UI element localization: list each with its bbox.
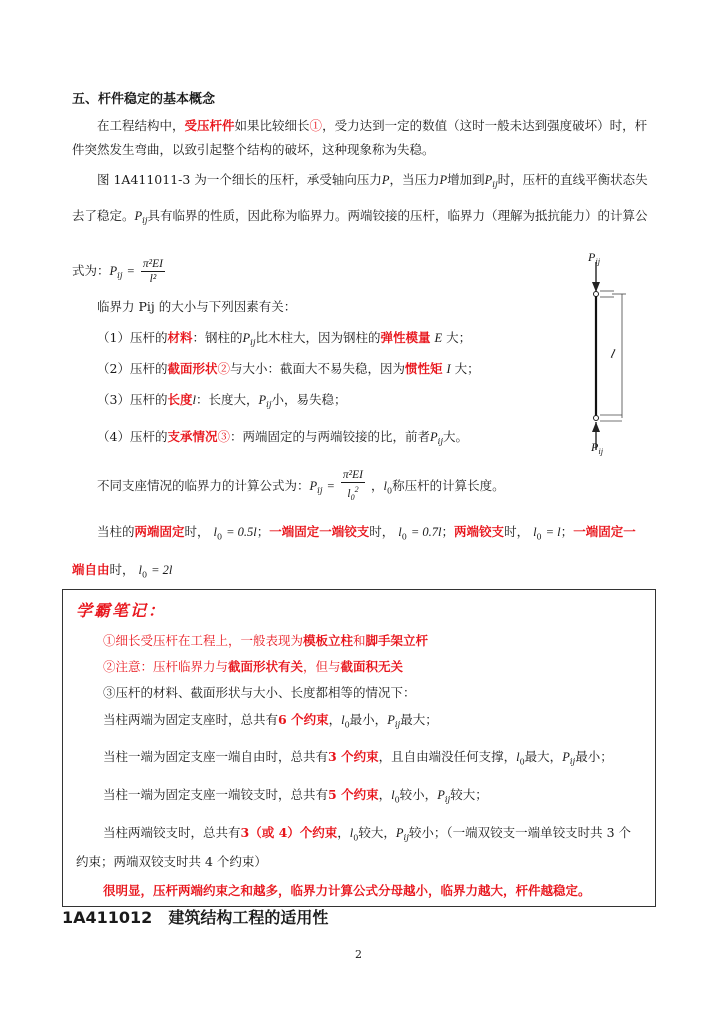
top-force-label: $P_{ij}$ xyxy=(588,250,601,266)
top-pin xyxy=(594,292,599,297)
bottom-force-label: $P_{ij}$ xyxy=(591,440,604,456)
para2-line1: 图 1A411011-3 为一个细长的压杆，承受轴向压力P，当压力P增加到$P_{ij}$时，压杆的直线平衡状态失 xyxy=(97,172,648,190)
note-row-2: 当柱一端为固定支座一端自由时，总共有3 个约束，且自由端没任何支撑，$l_0$最大，$P_{ij}$最小； xyxy=(103,749,613,767)
bottom-pin xyxy=(594,416,599,421)
cases-line1: 当柱的两端固定时， $l_0 = 0.5l$；一端固定一端铰支时， $l_0 = 0.7l$；两端铰支时， $l_0 = l$；一端固定一 xyxy=(97,524,636,542)
cases-line2: 端自由时， $l_0 = 2l$ xyxy=(72,562,173,580)
note-row-1: 当柱两端为固定支座时，总共有6 个约束，$l_0$最小，$P_{ij}$最大； xyxy=(103,712,438,730)
factors-intro: 临界力 Pij 的大小与下列因素有关： xyxy=(97,299,297,314)
notes-title: 学霸笔记： xyxy=(76,601,167,620)
para1-line2: 件突然发生弯曲，以致引起整个结构的破坏，这种现象称为失稳。 xyxy=(72,142,435,157)
factor-3: （3）压杆的长度l：长度大，$P_{ij}$小，易失稳； xyxy=(97,392,347,410)
top-force-arrowhead xyxy=(592,282,600,292)
factor-2: （2）压杆的截面形状②与大小：截面大不易失稳，因为惯性矩 I 大； xyxy=(97,361,480,376)
section-title: 五、杆件稳定的基本概念 xyxy=(72,92,216,107)
note-1: ①细长受压杆在工程上，一般表现为模板立柱和脚手架立杆 xyxy=(103,633,429,648)
page-number: 2 xyxy=(355,948,362,961)
notes-conclusion: 很明显，压杆两端约束之和越多，临界力计算公式分母越小，临界力越大，杆件越稳定。 xyxy=(103,883,591,898)
note-row-4: 当柱两端铰支时，总共有3（或 4）个约束，$l_0$较大，$P_{ij}$较小；（一端双铰支一端单铰支时共 3 个 xyxy=(103,825,632,843)
section-heading-1A411012: 1A411012 建筑结构工程的适用性 xyxy=(62,908,329,927)
bottom-force-arrowhead xyxy=(592,422,600,432)
para1-line1: 在工程结构中，受压杆件如果比较细长①，受力达到一定的数值（这时一般未达到强度破坏）时，杆 xyxy=(97,118,648,133)
length-label: l xyxy=(609,345,617,362)
note-3: ③压杆的材料、截面形状与大小、长度都相等的情况下： xyxy=(103,685,416,700)
note-row-3: 当柱一端为固定支座一端铰支时，总共有5 个约束，$l_0$较小，$P_{ij}$较大； xyxy=(103,787,488,805)
factor-1: （1）压杆的材料：钢柱的$P_{ij}$比木柱大，因为钢柱的弹性模量 E 大； xyxy=(97,330,472,348)
formula-general: 不同支座情况的临界力的计算公式为：$P_{ij}$ = $\frac{\text{π²EI}}{l_0^2}$ ，$l_0$称压杆的计算长度。 xyxy=(97,468,505,503)
factor-4: （4）压杆的支承情况③：两端固定的与两端铰接的比，前者$P_{ij}$大。 xyxy=(97,429,469,447)
note-2: ②注意：压杆临界力与截面形状有关，但与截面积无关 xyxy=(103,659,404,674)
formula-basic: 式为：$P_{ij}$ = $\frac{\text{π²EI}}{\text{l²}}$ xyxy=(72,258,163,285)
para2-line2: 去了稳定。$P_{ij}$具有临界的性质，因此称为临界力。两端铰接的压杆，临界力（理解为抵抗能力）的计算公 xyxy=(72,208,648,226)
formula-fraction: $\frac{\text{π²EI}}{\text{l²}}$ xyxy=(142,258,163,285)
column-figure xyxy=(582,250,642,465)
note-row-4-cont: 约束；两端双铰支时共 4 个约束） xyxy=(76,854,267,869)
